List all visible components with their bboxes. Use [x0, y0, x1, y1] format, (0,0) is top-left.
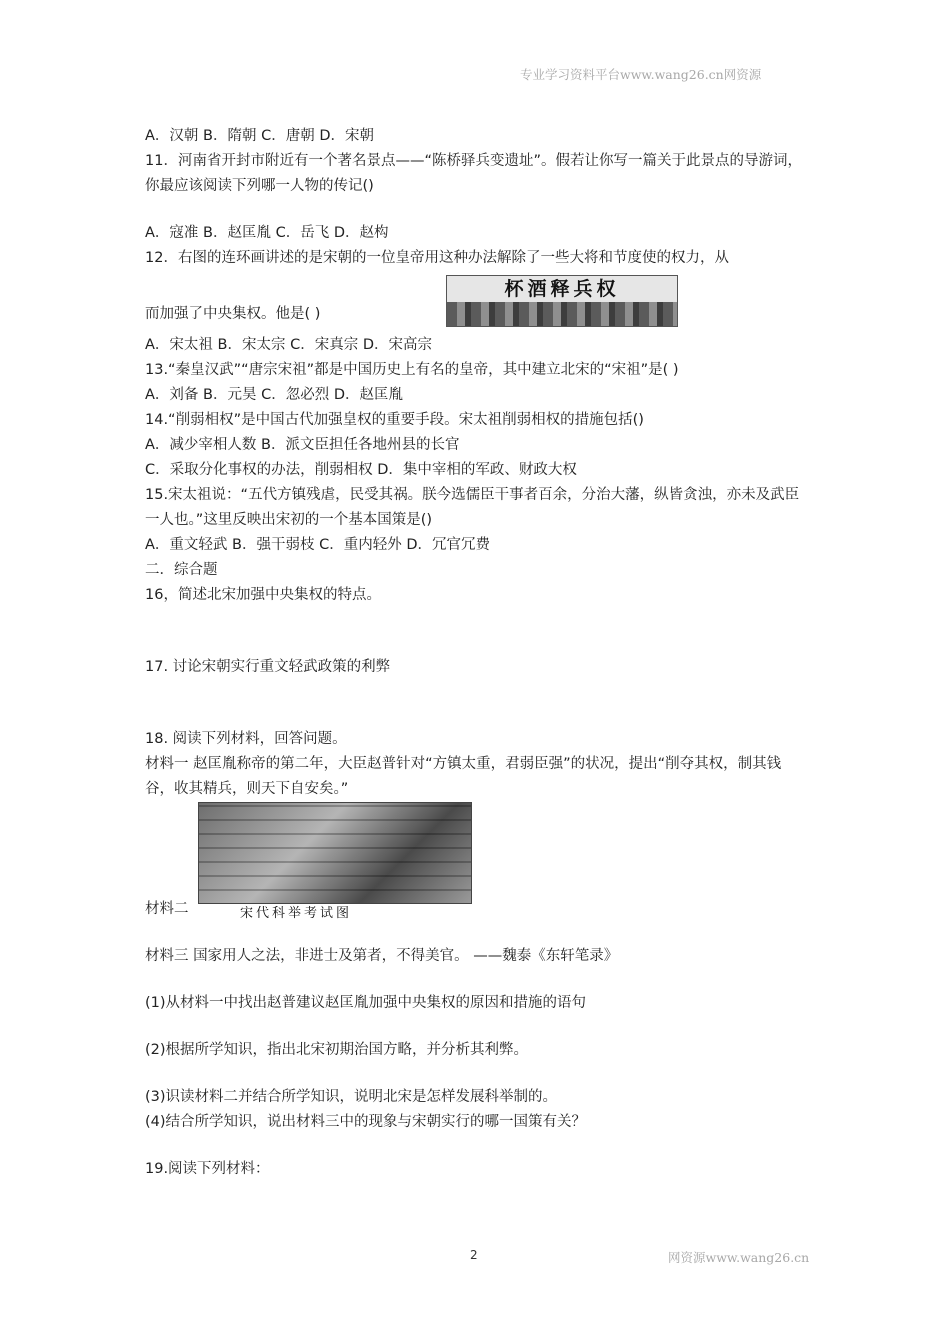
banner-scene-illustration: [447, 302, 677, 326]
q14-options-cd: C．采取分化事权的办法，削弱相权 D．集中宰相的军政、财政大权: [145, 462, 577, 478]
q15-text: 15.宋太祖说：“五代方镇残虐，民受其祸。朕今选儒臣干事者百余，分治大藩，纵皆贪浊，亦未及武臣一人也。”这里反映出宋初的一个基本国策是(): [145, 487, 800, 528]
q11-options: A．寇准 B．赵匡胤 C．岳飞 D．赵构: [145, 225, 389, 241]
q12-line2: 而加强了中央集权。他是( ): [145, 306, 321, 322]
sub-question-3: (3)识读材料二并结合所学知识，说明北宋是怎样发展科举制的。: [145, 1089, 558, 1105]
section2-heading: 二．综合题: [145, 562, 218, 578]
header-watermark: 专业学习资料平台www.wang26.cn网资源: [520, 67, 762, 82]
q19-intro: 19.阅读下列材料：: [145, 1161, 270, 1177]
material1-text: 材料一 赵匡胤称帝的第二年，大臣赵普针对“方镇太重，君弱臣强”的状况，提出“削夺其权，制其钱谷，收其精兵，则天下自安矣。”: [145, 756, 782, 797]
q10-options: A．汉朝 B．隋朝 C．唐朝 D．宋朝: [145, 128, 374, 144]
q17-text: 17. 讨论宋朝实行重文轻武政策的利弊: [145, 659, 391, 675]
q12-line1: 12．右图的连环画讲述的是宋朝的一位皇帝用这种办法解除了一些大将和节度使的权力，从: [145, 250, 729, 266]
q14-options-ab: A．减少宰相人数 B．派文臣担任各地州县的长官: [145, 437, 460, 453]
cup-of-wine-banner-image: [446, 275, 678, 327]
footer-watermark: 网资源www.wang26.cn: [668, 1250, 810, 1265]
banner-title: 杯酒释兵权: [447, 276, 677, 302]
material2-block: [145, 802, 810, 922]
q12-options: A．宋太祖 B．宋太宗 C．宋真宗 D．宋高宗: [145, 337, 432, 353]
q14-text: 14.“削弱相权”是中国古代加强皇权的重要手段。宋太祖削弱相权的措施包括(): [145, 412, 644, 428]
exam-image-caption: 宋代科举考试图: [240, 906, 353, 921]
page-number: 2: [470, 1248, 478, 1262]
q15-options: A．重文轻武 B．强干弱枝 C．重内轻外 D．冗官冗费: [145, 537, 490, 553]
q16-text: 16，简述北宋加强中央集权的特点。: [145, 587, 381, 603]
sub-question-1: (1)从材料一中找出赵普建议赵匡胤加强中央集权的原因和措施的语句: [145, 995, 587, 1011]
page-content: [145, 124, 810, 1182]
q11-text: 11．河南省开封市附近有一个著名景点——“陈桥驿兵变遗址”。假若让你写一篇关于此景点的导游词，你最应该阅读下列哪一人物的传记(): [145, 153, 802, 194]
q13-text: 13.“秦皇汉武”“唐宗宋祖”都是中国历史上有名的皇帝，其中建立北宋的“宋祖”是( ): [145, 362, 679, 378]
q12-figure-row: [145, 271, 810, 327]
material3-text: 材料三 国家用人之法，非进士及第者，不得美官。 ——魏泰《东轩笔录》: [145, 948, 619, 964]
q13-options: A．刘备 B．元昊 C．忽必烈 D．赵匡胤: [145, 387, 403, 403]
sub-question-2: (2)根据所学知识，指出北宋初期治国方略，并分析其利弊。: [145, 1042, 529, 1058]
sub-question-4: (4)结合所学知识，说出材料三中的现象与宋朝实行的哪一国策有关？: [145, 1114, 587, 1130]
material2-label: 材料二: [145, 901, 189, 917]
song-imperial-exam-image: [198, 802, 472, 904]
q18-intro: 18. 阅读下列材料，回答问题。: [145, 731, 347, 747]
